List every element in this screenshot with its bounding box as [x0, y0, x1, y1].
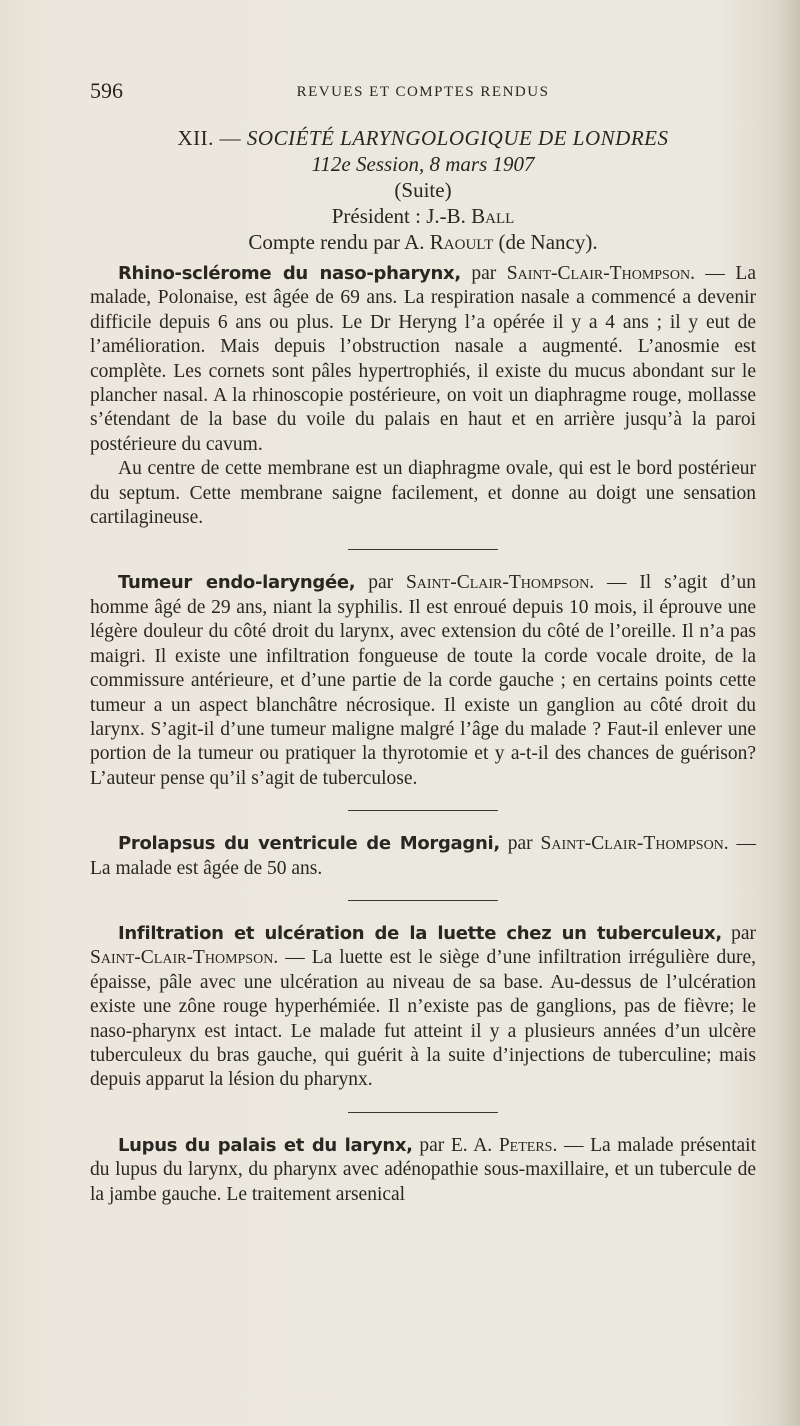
section-divider — [348, 1112, 498, 1113]
article-author: Saint-Clair-Thompson — [90, 947, 274, 969]
article-author: Saint-Clair-Thompson — [540, 833, 724, 855]
page-number: 596 — [90, 78, 123, 103]
article-text: . — La luette est le siège d’une infiltration irrégulière dure, épaisse, pâle avec une ulcération au niveau de sa base. Au-dessus de l’ulcération existe une zône rouge hyperhémiée. Il n’existe pas de ganglions, pas de fièvre; le naso-pharynx est intact. Le malade fut atteint il y a plusieurs années d’un ulcère tuberculeux du bras gauche, qui guérit à la suite d’injections de tuberculine; mais depuis apparut la lésion du pharynx. — [90, 947, 756, 1091]
article-title: Prolapsus du ventricule de Morgagni, — [118, 833, 500, 855]
president-line: Président : J.-B. Ball — [331, 204, 515, 228]
article-text: . — La malade présentait du lupus du larynx, du pharynx avec adénopathie sous-maxillaire, et un tubercule de la jambe gauche. Le traitement arsenical — [90, 1134, 756, 1205]
article-title: Infiltration et ulcération de la luette chez un tuberculeux, — [118, 922, 722, 944]
article-title: Tumeur endo-laryngée, — [118, 572, 356, 594]
section-header — [90, 125, 756, 255]
article-title: Rhino-sclérome du naso-pharynx, — [118, 263, 461, 284]
article-endolaryngeal-tumor: Tumeur endo-laryngée, par Saint-Clair-Thompson. — Il s’agit d’un homme âgé de 29 ans, niant la syphilis. Il est enroué depuis 10 mois, il éprouve une légère douleur du côté droit du larynx, avec extension du côté de l’oreille. Il n’a pas maigri. Il existe une infiltration fongueuse de toute la corde vocale droite, de la commissure antérieure, et d’une partie de la corde gauche ; en certains points cette tumeur a un aspect blanchâtre nécrosique. Il existe un ganglion au côté droit du larynx. S’agit-il d’une tumeur maligne malgré l’âge du malade ? Faut-il enlever une portion de la tumeur ou pratiquer la thyrotomie et y a-t-il des chances de guérison? L’auteur pense qu’il s’agit de tuberculose. — [90, 572, 756, 789]
article-morgagni-prolapse: Prolapsus du ventricule de Morgagni, par Saint-Clair-Thompson. — La malade est âgée de 50 ans. — [90, 833, 756, 879]
suite-line: (Suite) — [394, 178, 452, 202]
article-author: Saint-Clair-Thompson — [506, 263, 691, 284]
section-divider — [348, 900, 498, 901]
article-rhinoscleroma: Rhino-sclérome du naso-pharynx, par Saint-Clair-Thompson. — La malade, Polonaise, est âgée de 69 ans. La respiration nasale a commencé a devenir difficile depuis 6 ans ou plus. Le Dr Heryng l’a opérée il y a 4 ans ; il y eut de l’amélioration. Mais depuis l’obstruction nasale a augmenté. L’anosmie est complète. Les cornets sont pâles hypertrophiés, il existe du mucus abondant sur le plancher nasal. A la rhinoscopie postérieure, on voit un diaphragme rouge, mollasse s’étendant de la base du voile du palais en haut et en arrière jusqu’à la paroi postérieure du cavum. — [90, 263, 756, 455]
running-head — [90, 78, 756, 108]
reporter-line: Compte rendu par A. Raoult (de Nancy). — [248, 230, 598, 254]
section-title — [90, 125, 756, 151]
session-line: 112e Session, 8 mars 1907 — [311, 152, 535, 176]
article-title: Lupus du palais et du larynx, — [118, 1134, 413, 1156]
running-title: REVUES ET COMPTES RENDUS — [296, 84, 550, 100]
article-author: Saint-Clair-Thompson — [405, 572, 590, 594]
article-text: . — La malade est âgée de 50 ans. — [90, 833, 756, 879]
article-text: . — Il s’agit d’un homme âgé de 29 ans, niant la syphilis. Il est enroué depuis 10 mois, il éprouve une légère douleur du côté droit du larynx, avec extension du côté de l’oreille. Il n’a pas maigri. Il existe une infiltration fongueuse de toute la corde vocale droite, de la commissure antérieure, et d’une partie de la corde gauche ; en certains points cette tumeur a un aspect blanchâtre nécrosique. Il existe un ganglion au côté droit du larynx. S’agit-il d’une tumeur maligne malgré l’âge du malade ? Faut-il enlever une portion de la tumeur ou pratiquer la thyrotomie et y a-t-il des chances de guérison? L’auteur pense qu’il s’agit de tuberculose. — [90, 572, 756, 789]
section-divider — [348, 810, 498, 811]
society-name: SOCIÉTÉ LARYNGOLOGIQUE DE LONDRES — [246, 126, 669, 150]
article-rhinoscleroma-continued: Au centre de cette membrane est un diaphragme ovale, qui est le bord postérieur du septum. Cette membrane saigne facilement, et donne au doigt une sensation cartilagineuse. — [90, 458, 756, 529]
article-body — [90, 262, 756, 1207]
article-author: Peters — [498, 1134, 553, 1156]
article-uvula-infiltration: Infiltration et ulcération de la luette chez un tuberculeux, par Saint-Clair-Thompson. — La luette est le siège d’une infiltration irrégulière dure, épaisse, pâle avec une ulcération au niveau de sa base. Au-dessus de l’ulcération existe une zône rouge hyperhémiée. Il n’existe pas de ganglions, pas de fièvre; le naso-pharynx est intact. Le malade fut atteint il y a plusieurs années d’un ulcère tuberculeux du bras gauche, qui guérit à la suite d’injections de tuberculine; mais depuis apparut la lésion du pharynx. — [90, 922, 756, 1091]
section-divider — [348, 549, 498, 550]
section-number: XII. — — [177, 126, 247, 150]
article-lupus: Lupus du palais et du larynx, par E. A. Peters. — La malade présentait du lupus du larynx, du pharynx avec adénopathie sous-maxillaire, et un tubercule de la jambe gauche. Le traitement arsenical — [90, 1134, 756, 1205]
article-text: . — La malade, Polonaise, est âgée de 69 ans. La respiration nasale a commencé a devenir difficile depuis 6 ans ou plus. Le Dr Heryng l’a opérée il y a 4 ans ; il y eut de l’amélioration. Mais depuis l’obstruction nasale a augmenté. L’anosmie est complète. Les cornets sont pâles hypertrophiés, il existe du mucus abondant sur le plancher nasal. A la rhinoscopie postérieure, on voit un diaphragme rouge, mollasse s’étendant de la base du voile du palais en haut et en arrière jusqu’à la paroi postérieure du cavum. — [90, 263, 756, 455]
